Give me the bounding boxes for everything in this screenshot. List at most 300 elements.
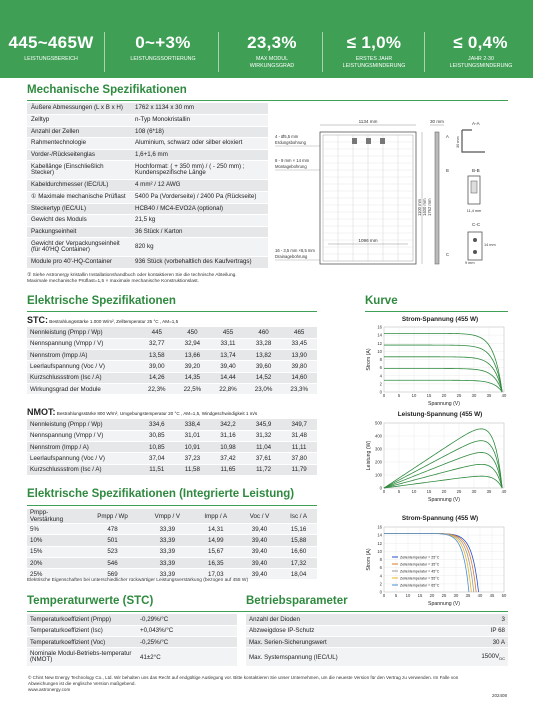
stc-table-body: [27, 327, 317, 395]
spec-value: Aluminium, schwarz oder silber eloxiert: [131, 138, 268, 150]
iv-chart: [366, 324, 508, 406]
table-row: [27, 361, 317, 372]
kpi-power-range: [0, 0, 102, 78]
footer-disclaimer-cont: Abweichungen ist die englische Version maßgebend.: [28, 681, 136, 687]
cell-value: 569: [83, 569, 142, 580]
mech-section-title: Mechanische Spezifikationen: [27, 84, 187, 96]
dim-side-a: 30 mm: [456, 136, 460, 148]
temp-key: Nominale Modul-Betriebs-temperatur (NMOT): [27, 648, 137, 667]
cell-value: 33,39: [142, 535, 193, 546]
x-tick-label: 10: [411, 393, 417, 398]
cell-value: 14,26: [139, 372, 175, 383]
spec-value: 936 Stück (vorbehaltlich des Kaufvertrags): [131, 257, 268, 269]
x-tick-label: 15: [426, 489, 432, 494]
dim-side-b: 11,4 mm: [466, 209, 482, 213]
x-tick-label: 40: [501, 393, 507, 398]
x-axis-label: Spannung (V): [427, 401, 461, 406]
integ-section-title: Elektrische Spezifikationen (Integrierte Leistung): [27, 488, 295, 500]
cell-value: 22,3%: [139, 383, 175, 394]
footer-disclaimer: © Chint New Energy Technology Co., Ltd. Wir behalten uns das Recht auf endgültige Auslegung vor. Bitte kontaktieren Sie unser Unternehmen, um die neueste Version für den Vertrag zu verwenden. Im Falle von: [28, 675, 459, 680]
x-tick-label: 20: [441, 393, 447, 398]
y-axis-label: Leistung (W): [366, 440, 372, 471]
spec-key: Zelltyp: [27, 115, 131, 127]
cell-value: 11,04: [246, 442, 282, 453]
marker-b: B: [446, 168, 449, 173]
x-tick-label: 35: [486, 489, 492, 494]
row-label: Leerlaufspannung (Voc / V): [27, 453, 139, 464]
row-label: Nennleistung (Pmpp / Wp): [27, 419, 139, 430]
y-tick-label: 0: [379, 485, 382, 491]
cell-value: 455: [210, 327, 246, 338]
cell-value: 16,60: [280, 546, 317, 557]
cell-value: 10,98: [210, 442, 246, 453]
spec-value: HCB40 / MC4-EVO2A (optional): [131, 203, 268, 215]
column-header: Isc / A: [280, 509, 317, 524]
module-drawing: [272, 118, 508, 272]
ops-section-title: Betriebsparameter: [246, 595, 348, 607]
cell-value: 39,40: [239, 557, 280, 568]
table-row: [27, 430, 317, 441]
legend-label: Zellentemperatur = 55°C: [400, 576, 440, 581]
x-tick-label: 50: [501, 593, 507, 598]
mech-spec-table: [27, 103, 268, 269]
spec-key: Gewicht des Moduls: [27, 215, 131, 227]
cell-value: 11,79: [281, 464, 317, 475]
drain-hole-label: Drainagebohrung: [275, 254, 308, 259]
y-tick-label: 0: [379, 389, 382, 395]
table-row: [27, 637, 237, 648]
table-row: [27, 257, 268, 269]
section-divider: [27, 100, 508, 101]
section-cc-hole: [473, 238, 477, 242]
temp-key: Temperaturkoeffizient (Isc): [27, 625, 137, 636]
temp-value: -0,25%/°C: [137, 637, 237, 648]
spec-key: Steckertyp (IEC/UL): [27, 203, 131, 215]
cell-value: 39,40: [239, 546, 280, 557]
table-row: [27, 238, 268, 257]
x-tick-label: 30: [471, 489, 477, 494]
x-tick-label: 30: [471, 393, 477, 398]
temp-value: +0,043%/°C: [137, 625, 237, 636]
nmot-condition-text: Bestrahlungsstärke 800 W/m², Umgebungstemperatur 20 °C , AM=1,5, Windgeschwindigkeit 1 m/s: [56, 411, 258, 416]
mech-note-line: ① Siehe Astronergy kristallin Installationshandbuch oder kontaktieren Sie die technische Abteilung.: [27, 273, 237, 278]
kpi-annual-degradation: [428, 0, 533, 78]
temp-value: 41±2°C: [137, 648, 237, 667]
kpi-value: ≤ 1,0%: [346, 33, 402, 52]
cell-value: 15,67: [193, 546, 239, 557]
kpi-label: LEISTUNGSBEREICH: [24, 56, 78, 62]
x-tick-label: 25: [456, 393, 462, 398]
kpi-power-tolerance: [110, 0, 216, 78]
cell-value: 342,2: [210, 419, 246, 430]
column-header: Impp / A: [193, 509, 239, 524]
kpi-value: 23,3%: [247, 33, 297, 52]
elec-section-title: Elektrische Spezifikationen: [27, 295, 176, 307]
spec-value: 5400 Pa (Vorderseite) / 2400 Pa (Rückseite): [131, 192, 268, 204]
y-tick-label: 400: [375, 433, 382, 439]
y-tick-label: 10: [377, 348, 382, 354]
cell-value: 13,58: [139, 350, 175, 361]
mech-note-line: Maximale mechanische Prüflast=1,5 × maximale mechanische Konstruktionslast.: [27, 279, 199, 285]
cell-value: 15,88: [280, 535, 317, 546]
y-tick-label: 6: [379, 565, 382, 571]
table-row: [27, 103, 268, 115]
spec-value: 1,6+1,6 mm: [131, 149, 268, 161]
column-header: Voc / V: [239, 509, 280, 524]
dim-1100-label: 1100 mm: [417, 198, 422, 216]
y-tick-label: 16: [377, 524, 382, 530]
legend-label: Zellentemperatur = 45°C: [400, 569, 440, 574]
table-row: [27, 215, 268, 227]
section-divider: [27, 505, 317, 506]
spec-key: Module pro 40'-HQ-Container: [27, 257, 131, 269]
ops-value-main: 1500V: [481, 653, 500, 661]
column-header: Vmpp / V: [142, 509, 193, 524]
table-row: [27, 126, 268, 138]
cell-value: 37,80: [281, 453, 317, 464]
table-row: [27, 327, 317, 338]
cell-value: 33,39: [142, 524, 193, 535]
drain-hole-size: 16 - 3,5 mm ×8,5 mm: [275, 248, 315, 253]
kpi-value: ≤ 0,4%: [453, 33, 508, 52]
table-row: [27, 648, 237, 667]
table-row: [27, 535, 317, 546]
temp-value: -0,29%/°C: [137, 614, 237, 625]
column-header: Pmpp-Verstärkung: [27, 509, 83, 524]
y-tick-label: 2: [379, 381, 382, 387]
cell-value: 11,72: [246, 464, 282, 475]
side-profile: [435, 132, 439, 264]
x-tick-label: 20: [441, 489, 447, 494]
table-row: [27, 464, 317, 475]
row-label: 5%: [27, 524, 83, 535]
cell-value: 338,4: [175, 419, 211, 430]
cell-value: 501: [83, 535, 142, 546]
cell-value: 478: [83, 524, 142, 535]
temp-section-title: Temperaturwerte (STC): [27, 595, 154, 607]
legend-label: Zellentemperatur = 65°C: [400, 583, 440, 588]
x-tick-label: 30: [453, 593, 459, 598]
y-tick-label: 12: [377, 540, 382, 546]
ground-hole-label: Erdungsbohrung: [275, 140, 306, 145]
table-row: [27, 453, 317, 464]
cell-value: 39,40: [239, 524, 280, 535]
spec-value: 820 kg: [131, 238, 268, 257]
x-tick-label: 40: [477, 593, 483, 598]
y-tick-label: 0: [379, 589, 382, 595]
cell-value: 445: [139, 327, 175, 338]
cell-value: 31,01: [175, 430, 211, 441]
footer-url[interactable]: www.astronergy.com: [28, 687, 71, 693]
spec-key: Äußere Abmessungen (L x B x H): [27, 103, 131, 115]
x-tick-label: 5: [397, 393, 401, 398]
kpi-separator: [424, 32, 425, 72]
y-tick-label: 4: [379, 573, 382, 579]
temp-table: [27, 614, 237, 667]
cell-value: 14,52: [246, 372, 282, 383]
y-axis-label: Strom (A): [366, 548, 372, 571]
header-banner: [0, 0, 533, 78]
cell-value: 14,60: [281, 372, 317, 383]
cell-value: 15,16: [280, 524, 317, 535]
cell-value: 10,91: [175, 442, 211, 453]
table-row: [27, 419, 317, 430]
cell-value: 33,39: [142, 569, 193, 580]
iv-chart-title: Strom-Spannung (455 W): [401, 316, 479, 323]
ops-value: IP 68: [445, 625, 508, 636]
y-tick-label: 100: [375, 472, 382, 478]
table-row: [246, 648, 508, 667]
kpi-separator: [104, 32, 105, 72]
cell-value: 33,39: [142, 546, 193, 557]
y-tick-label: 200: [375, 459, 382, 465]
y-tick-label: 8: [379, 557, 382, 562]
cell-value: 39,60: [246, 361, 282, 372]
cell-value: 465: [281, 327, 317, 338]
spec-key: Kabeldurchmesser (IEC/UL): [27, 180, 131, 192]
cell-value: 39,00: [139, 361, 175, 372]
row-label: 20%: [27, 557, 83, 568]
stc-condition-text: Bestrahlungsstärke 1.000 W/m², Zelltemperatur 25 °C , AM=1,5: [49, 319, 179, 324]
column-header: Pmpp / Wp: [83, 509, 142, 524]
cell-value: 460: [246, 327, 282, 338]
junction-box: [352, 138, 357, 144]
row-label: Nennspannung (Vmpp / V): [27, 338, 139, 349]
table-row: [27, 442, 317, 453]
cell-value: 546: [83, 557, 142, 568]
row-label: Nennstrom (Impp / A): [27, 442, 139, 453]
footer: [28, 675, 508, 694]
junction-box: [380, 138, 385, 144]
cell-value: 14,31: [193, 524, 239, 535]
ops-key: Max. Serien-Sicherungswert: [246, 637, 445, 648]
section-cc-hole: [473, 250, 477, 254]
y-tick-label: 16: [377, 324, 382, 330]
spec-key: Kabellänge (Einschließlich Stecker): [27, 161, 131, 180]
y-tick-label: 10: [377, 548, 382, 554]
x-tick-label: 40: [501, 489, 507, 494]
x-tick-label: 45: [489, 593, 495, 598]
spec-key: Packungseinheit: [27, 226, 131, 238]
ops-table: [246, 614, 508, 667]
cell-value: 14,35: [175, 372, 211, 383]
table-row: [27, 557, 317, 568]
spec-value: 21,5 kg: [131, 215, 268, 227]
spec-value: Hochformat: ( + 350 mm) / ( - 250 mm) ; Kundenspezifische Länge: [131, 161, 268, 180]
y-tick-label: 500: [375, 420, 382, 426]
x-tick-label: 0: [382, 593, 386, 598]
integ-table: [27, 509, 317, 580]
kpi-label: MAX MODUL WIRKUNGSGRAD: [249, 56, 295, 69]
spec-value: 36 Stück / Karton: [131, 226, 268, 238]
ops-key: Anzahl der Dioden: [246, 614, 445, 625]
cell-value: 17,32: [280, 557, 317, 568]
cell-value: 22,5%: [175, 383, 211, 394]
dim-depth-label: 30 mm: [429, 119, 445, 124]
cell-value: 39,40: [239, 535, 280, 546]
cell-value: 18,04: [280, 569, 317, 580]
legend-label: Zellentemperatur = 25°C: [400, 555, 440, 560]
table-row: [27, 138, 268, 150]
cell-value: 450: [175, 327, 211, 338]
kpi-label: JAHR 2-30 LEISTUNGSMINDERUNG: [449, 56, 513, 69]
x-tick-label: 25: [441, 593, 447, 598]
table-row: [27, 372, 317, 383]
mount-hole-size: 8 - 9 mm × 14 mm: [275, 158, 310, 163]
table-row: [27, 546, 317, 557]
x-tick-label: 0: [382, 489, 386, 494]
dim-side-d: 14 mm: [484, 243, 496, 247]
row-label: Kurzschlussstrom (Isc / A): [27, 464, 139, 475]
cell-value: 39,20: [175, 361, 211, 372]
section-bb-hole: [471, 181, 477, 193]
y-tick-label: 14: [377, 532, 382, 538]
x-tick-label: 5: [394, 593, 398, 598]
cell-value: 33,11: [210, 338, 246, 349]
spec-key: Anzahl der Zellen: [27, 126, 131, 138]
spec-value: 108 (6*18): [131, 126, 268, 138]
row-label: 10%: [27, 535, 83, 546]
table-row: [27, 115, 268, 127]
mount-hole-label: Montagebohrung: [275, 164, 307, 169]
nmot-label: NMOT:: [27, 407, 56, 417]
cell-value: 11,65: [210, 464, 246, 475]
spec-key: Rahmentechnologie: [27, 138, 131, 150]
table-row: [27, 350, 317, 361]
spec-value: 4 mm² / 12 AWG: [131, 180, 268, 192]
y-tick-label: 300: [375, 446, 382, 452]
y-axis-label: Strom (A): [366, 348, 372, 371]
cell-value: 334,6: [139, 419, 175, 430]
legend-label: Zellentemperatur = 35°C: [400, 562, 440, 567]
table-row: [27, 161, 268, 180]
row-label: Leerlaufspannung (Voc / V): [27, 361, 139, 372]
document-code: 202408: [492, 693, 508, 698]
cell-value: 33,28: [246, 338, 282, 349]
cell-value: 39,40: [239, 569, 280, 580]
cell-value: 31,48: [281, 430, 317, 441]
section-aa-profile: [462, 130, 485, 152]
cell-value: 39,40: [210, 361, 246, 372]
row-label: 15%: [27, 546, 83, 557]
x-tick-label: 25: [456, 489, 462, 494]
section-divider: [365, 311, 508, 312]
section-cc-label: C-C: [472, 222, 481, 227]
dim-1400-label: 1400 mm: [422, 198, 427, 216]
row-label: Nennspannung (Vmpp / V): [27, 430, 139, 441]
nmot-conditions: [27, 407, 257, 417]
table-row: [27, 192, 268, 204]
cell-value: 22,8%: [210, 383, 246, 394]
cell-value: 37,23: [175, 453, 211, 464]
cell-value: 30,85: [139, 430, 175, 441]
row-label: Nennstrom (Impp /A): [27, 350, 139, 361]
spec-key: Vorder-/Rückseitenglas: [27, 149, 131, 161]
cell-value: 23,0%: [246, 383, 282, 394]
spec-value: 1762 x 1134 x 30 mm: [131, 103, 268, 115]
spec-key: ① Maximale mechanische Prüflast: [27, 192, 131, 204]
cell-value: 11,51: [139, 464, 175, 475]
cell-value: 37,42: [210, 453, 246, 464]
y-tick-label: 2: [379, 581, 382, 587]
y-tick-label: 8: [379, 357, 382, 362]
ops-value-sub: DC: [499, 656, 505, 662]
cell-value: 10,85: [139, 442, 175, 453]
cell-value: 13,90: [281, 350, 317, 361]
cell-value: 37,61: [246, 453, 282, 464]
kpi-module-efficiency: [224, 0, 320, 78]
kpi-value: 0~+3%: [135, 33, 191, 52]
section-divider: [27, 311, 317, 312]
cell-value: 13,74: [210, 350, 246, 361]
kpi-label: LEISTUNGSSORTIERUNG: [130, 56, 196, 62]
table-row: [246, 625, 508, 636]
row-label: Nennleistung (Pmpp / Wp): [27, 327, 139, 338]
table-header-row: [27, 509, 317, 524]
x-tick-label: 5: [397, 489, 401, 494]
marker-a: A: [446, 134, 449, 139]
cell-value: 23,3%: [281, 383, 317, 394]
y-tick-label: 4: [379, 373, 382, 379]
section-aa-label: A-A: [472, 121, 480, 126]
dim-side-c: 9 mm: [465, 261, 475, 265]
ops-key: Max. Systemspannung (IEC/UL): [246, 648, 445, 667]
cell-value: 39,80: [281, 361, 317, 372]
cell-value: 13,66: [175, 350, 211, 361]
temp-key: Temperaturkoeffizient (Pmpp): [27, 614, 137, 625]
cell-value: 349,7: [281, 419, 317, 430]
section-cc-profile: [468, 232, 482, 260]
stc-label: STC:: [27, 315, 48, 325]
cell-value: 345,9: [246, 419, 282, 430]
ops-key: Abzweigdose IP-Schutz: [246, 625, 445, 636]
spec-value: n-Typ Monokristallin: [131, 115, 268, 127]
cell-value: 33,39: [142, 557, 193, 568]
x-tick-label: 0: [382, 393, 386, 398]
section-bb-label: B-B: [472, 168, 480, 173]
x-tick-label: 20: [429, 593, 435, 598]
kpi-first-year-degradation: [326, 0, 422, 78]
cell-value: 14,44: [210, 372, 246, 383]
kpi-value: 445~465W: [8, 33, 94, 52]
x-tick-label: 10: [411, 489, 417, 494]
section-divider: [27, 611, 508, 612]
table-row: [246, 614, 508, 625]
x-tick-label: 35: [465, 593, 471, 598]
cell-value: 13,82: [246, 350, 282, 361]
table-row: [27, 226, 268, 238]
x-tick-label: 35: [486, 393, 492, 398]
x-tick-label: 10: [405, 593, 411, 598]
table-row: [27, 383, 317, 394]
cell-value: 37,04: [139, 453, 175, 464]
y-tick-label: 12: [377, 340, 382, 346]
stc-table: [27, 327, 317, 395]
table-row: [27, 180, 268, 192]
dim-width-label: 1134 mm: [358, 119, 378, 124]
table-row: [27, 625, 237, 636]
cell-value: 32,77: [139, 338, 175, 349]
integ-note: Elektrische Eigenschaften bei unterschiedlicher rückwärtiger Leistungsverstärkung (bezogen auf 455 W): [27, 578, 249, 583]
table-row: [27, 614, 237, 625]
row-label: Wirkungsgrad der Module: [27, 383, 139, 394]
row-label: 25%: [27, 569, 83, 580]
x-axis-label: Spannung (V): [427, 601, 461, 606]
kpi-separator: [322, 32, 323, 72]
temp-iv-chart: [366, 524, 508, 606]
cell-value: 16,35: [193, 557, 239, 568]
cell-value: 11,58: [175, 464, 211, 475]
